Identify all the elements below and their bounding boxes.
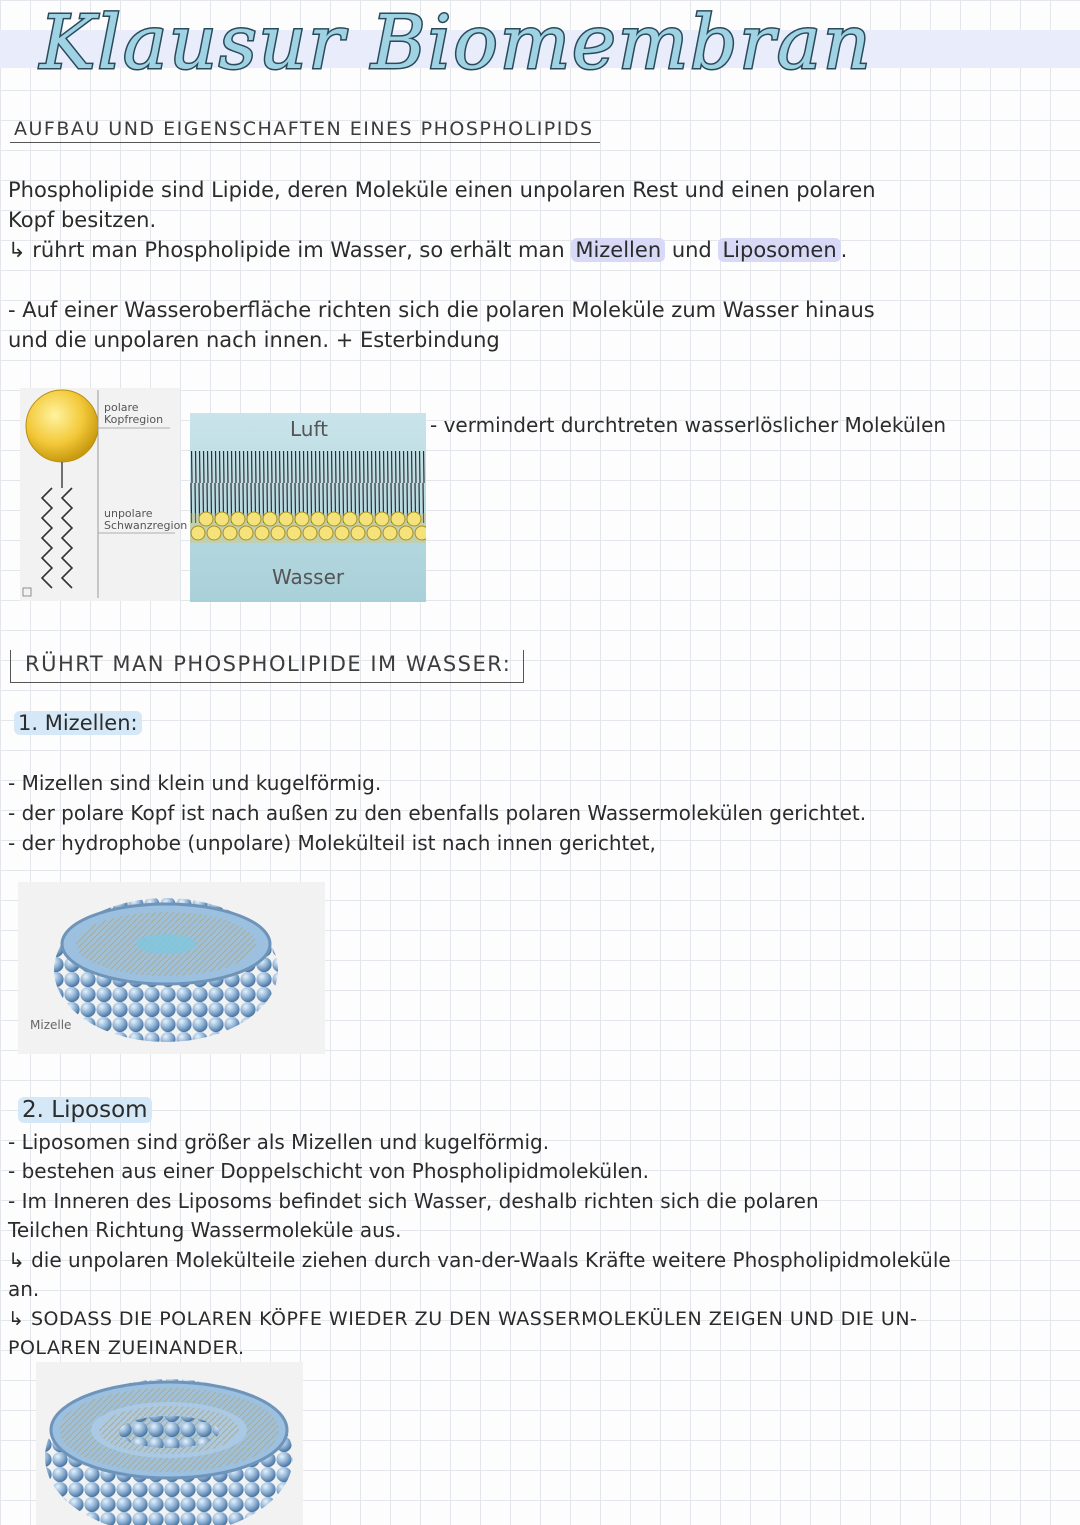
section-heading-stirring: RÜHRT MAN PHOSPHOLIPIDE IM WASSER: [10,650,524,683]
liposom-title [18,1095,152,1125]
mizellen-title-text: 1. Mizellen: [14,711,142,735]
label-water: Wasser [272,565,345,589]
micelle-illustration [18,882,325,1054]
intro-line-3-prefix: ↳ rührt man Phospholipide im Wasser, so erhält man [8,238,565,262]
liposome-icon [36,1362,303,1525]
surface-line-2: und die unpolaren nach innen. + Esterbindung [8,328,500,352]
label-air: Luft [290,417,328,441]
liposome-illustration [36,1362,303,1525]
label-polar-head: polare Kopfregion [104,401,164,426]
mizellen-line-1: - Mizellen sind klein und kugelförmig. [8,771,382,795]
intro-and: und [671,238,712,262]
surface-line-1: - Auf einer Wasseroberfläche richten sich die polaren Moleküle zum Wasser hinaus [8,298,875,322]
liposom-title-text: 2. Liposom [18,1097,152,1123]
liposom-line-7: ↳ SODASS DIE POLAREN KÖPFE WIEDER ZU DEN WASSERMOLEKÜLEN ZEIGEN UND DIE UN- [8,1308,918,1330]
liposom-line-1: - Liposomen sind größer als Mizellen und kugelförmig. [8,1130,550,1154]
liposom-line-4: Teilchen Richtung Wassermoleküle aus. [8,1218,402,1242]
intro-line-1: Phospholipide sind Lipide, deren Moleküle einen unpolaren Rest und einen polaren [8,178,876,202]
liposom-line-5: ↳ die unpolaren Molekülteile ziehen durch van-der-Waals Kräfte weitere Phospholipidmoleküle [8,1248,951,1272]
mizellen-line-3: - der hydrophobe (unpolare) Molekülteil ist nach innen gerichtet, [8,831,656,855]
figure-note: - vermindert durchtreten wasserlöslicher Molekülen [430,413,947,437]
intro-line-3 [8,235,847,265]
liposom-line-6: an. [8,1277,40,1301]
liposom-line-2: - bestehen aus einer Doppelschicht von Phospholipidmolekülen. [8,1159,649,1183]
mizelle-label: Mizelle [30,1018,72,1032]
term-mizellen: Mizellen [571,238,665,262]
liposom-line-8: POLAREN ZUEINANDER. [8,1337,245,1359]
mizellen-title [14,708,142,738]
mizellen-line-2: - der polare Kopf ist nach außen zu den ebenfalls polaren Wassermolekülen gerichtet. [8,801,867,825]
phospholipid-diagram [20,388,188,601]
page-title: Klausur Biomembran [40,0,873,86]
term-liposomen: Liposomen [718,238,840,262]
section-heading-structure: AUFBAU UND EIGENSCHAFTEN EINES PHOSPHOLIPIDS [10,118,600,143]
monolayer-diagram [190,413,426,602]
liposom-line-3: - Im Inneren des Liposoms befindet sich Wasser, deshalb richten sich die polaren [8,1189,819,1213]
intro-line-2: Kopf besitzen. [8,208,157,232]
label-nonpolar-tail: unpolare Schwanzregion [104,507,188,532]
intro-line-3-end: . [840,238,848,262]
